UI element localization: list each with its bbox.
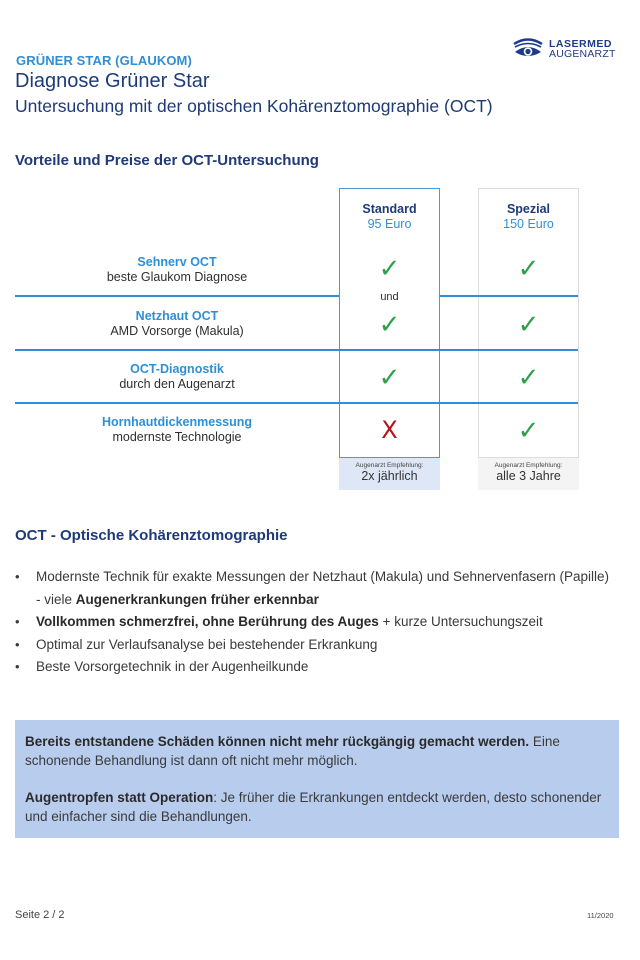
info-box xyxy=(15,720,619,838)
check-icon: ✓ xyxy=(378,253,401,283)
feature-row-label xyxy=(15,362,339,391)
bullet-text: Optimal zur Verlaufsanalyse bei bestehender Erkrankung xyxy=(36,636,378,652)
list-item xyxy=(15,634,615,657)
row-divider xyxy=(15,295,339,297)
list-item xyxy=(15,566,615,611)
plan-name: Standard xyxy=(362,202,417,216)
plan-price: 95 Euro xyxy=(367,217,412,231)
check-icon: ✓ xyxy=(378,362,401,392)
feature-description: AMD Vorsorge (Makula) xyxy=(110,324,244,338)
info-tip-text: : Je früher die Erkrankungen entdeckt werden, desto schonender und einfacher sind die Behandlungen. xyxy=(25,790,602,824)
feature-name: Sehnerv OCT xyxy=(137,255,217,269)
cross-icon: X xyxy=(381,416,398,444)
info-warning-bold: Bereits entstandene Schäden können nicht mehr rückgängig gemacht werden. xyxy=(25,734,530,749)
plan-header-standard xyxy=(339,202,440,231)
row-divider xyxy=(15,349,578,351)
page-subtitle: Untersuchung mit der optischen Kohärenztomographie (OCT) xyxy=(15,96,493,116)
page-number: Seite 2 / 2 xyxy=(15,909,65,921)
check-icon: ✓ xyxy=(517,362,540,392)
logo-line-1: LASERMED xyxy=(549,38,612,50)
oct-heading: OCT - Optische Kohärenztomographie xyxy=(15,527,288,544)
recommendation-spezial xyxy=(478,457,579,490)
bullet-text: Modernste Technik für exakte Messungen der Netzhaut (Makula) und Sehnervenfasern (Papille) - viele xyxy=(36,569,610,607)
feature-description: beste Glaukom Diagnose xyxy=(106,270,248,284)
row-divider xyxy=(15,402,578,404)
page-title: Diagnose Grüner Star xyxy=(15,70,210,92)
category-label: GRÜNER STAR (GLAUKOM) xyxy=(16,53,192,68)
list-item xyxy=(15,611,615,634)
plan-column-standard xyxy=(339,188,440,490)
info-tip-bold: Augentropfen statt Operation xyxy=(25,790,214,805)
connector-label: und xyxy=(380,291,399,303)
recommendation-label: Augenarzt Empfehlung: xyxy=(494,462,563,469)
plan-price: 150 Euro xyxy=(503,217,554,231)
check-icon: ✓ xyxy=(517,253,540,283)
document-date: 11/2020 xyxy=(587,911,614,920)
bullet-text: Beste Vorsorgetechnik in der Augenheilkunde xyxy=(36,659,309,674)
list-item xyxy=(15,656,615,679)
check-icon: ✓ xyxy=(517,415,540,445)
feature-row-label xyxy=(15,255,339,284)
recommendation-value: alle 3 Jahre xyxy=(496,469,561,483)
check-icon: ✓ xyxy=(517,309,540,339)
lasermed-logo xyxy=(512,36,622,62)
plan-header-spezial xyxy=(478,202,579,231)
feature-name: Netzhaut OCT xyxy=(135,309,219,323)
feature-description: durch den Augenarzt xyxy=(119,377,235,391)
bullet-icon: • xyxy=(15,569,20,584)
bullet-icon: • xyxy=(15,614,20,629)
feature-name: Hornhautdickenmessung xyxy=(101,415,253,429)
pricing-heading: Vorteile und Preise der OCT-Untersuchung xyxy=(15,152,319,169)
check-icon: ✓ xyxy=(378,309,401,339)
oct-benefits-list xyxy=(15,566,615,679)
feature-name: OCT-Diagnostik xyxy=(130,362,224,376)
logo-line-2: AUGENARZT xyxy=(549,48,616,60)
bullet-icon: • xyxy=(15,659,20,674)
recommendation-standard xyxy=(339,457,440,490)
row-divider xyxy=(440,295,578,297)
bullet-bold-text: Augenerkrankungen früher erkennbar xyxy=(75,591,319,607)
feature-description: modernste Technologie xyxy=(112,430,242,444)
feature-row-label xyxy=(15,415,339,444)
feature-row-label xyxy=(15,309,339,338)
recommendation-value: 2x jährlich xyxy=(361,469,418,483)
bullet-icon: • xyxy=(15,636,20,652)
recommendation-label: Augenarzt Empfehlung: xyxy=(355,462,424,469)
bullet-bold-text: Vollkommen schmerzfrei, ohne Berührung des Auges xyxy=(36,614,379,629)
bullet-text: + kurze Untersuchungszeit xyxy=(378,614,543,629)
info-warning-text: Eine schonende Behandlung ist dann oft nicht mehr möglich. xyxy=(25,734,560,768)
eye-icon xyxy=(512,38,544,60)
plan-name: Spezial xyxy=(506,202,551,216)
